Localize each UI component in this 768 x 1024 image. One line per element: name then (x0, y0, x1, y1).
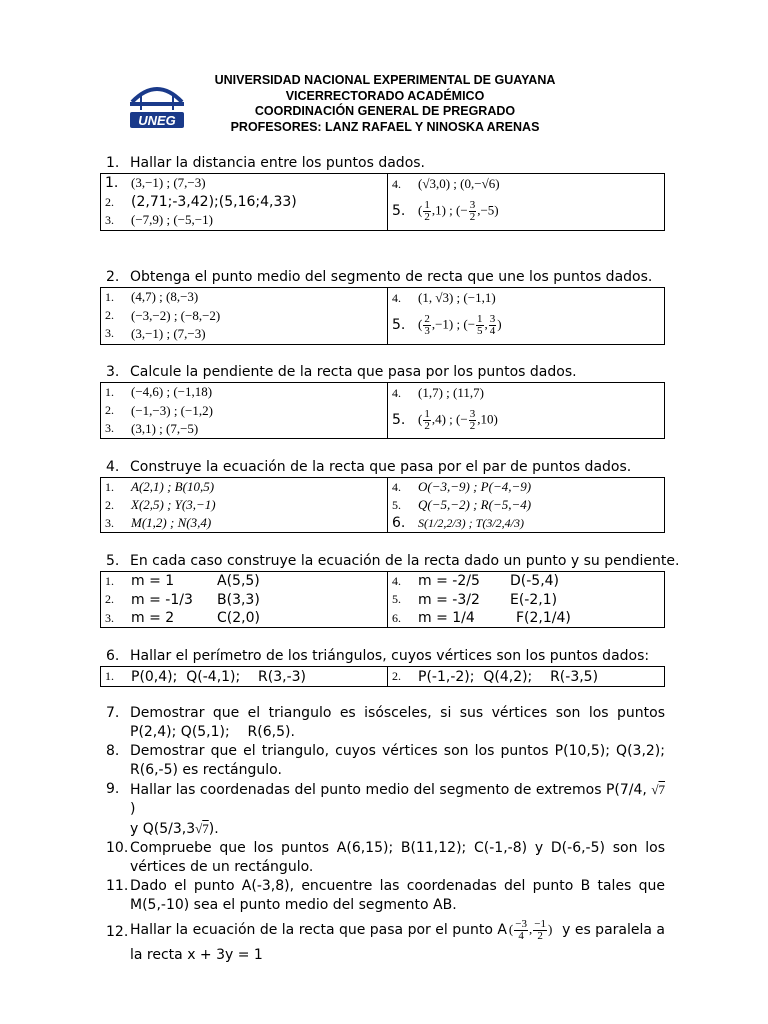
document-header (190, 73, 580, 135)
s5-point-2: B(3,3) (217, 591, 260, 608)
s5-slope-3: m = 2 (131, 610, 175, 626)
header-line-1: UNIVERSIDAD NACIONAL EXPERIMENTAL DE GUAYANA (214, 73, 556, 87)
s1-item-5: ( $\frac{1}{2}$ ,1) ; (− $\frac{3}{2}$ ,−5) (418, 198, 499, 223)
problem-8: 8. Demostrar que el triangulo, cuyos vértices son los puntos P(10,5); Q(3,2); R(6,-5) es rectángulo. (106, 743, 665, 778)
header-line-4: PROFESORES: LANZ RAFAEL Y NINOSKA ARENAS (230, 119, 540, 134)
section-3-title: 3. Calcule la pendiente de la recta que pasa por los puntos dados. (106, 364, 577, 380)
problem-9: 9. Hallar las coordenadas del punto medio del segmento de extremos P(7/4, √7 ) y Q(5/3,3√7). (106, 781, 666, 837)
s6-item-2: P(-1,-2); Q(4,2); R(-3,5) (418, 668, 599, 685)
sqrt-7-a: √7 (651, 782, 666, 797)
s5-point-6: F(2,1/4) (516, 610, 571, 626)
problem-list (100, 704, 670, 965)
s4-item-6: S(1/2,2/3) ; T(3/2,4/3) (418, 515, 524, 530)
header-line-2: VICERRECTORADO ACADÉMICO (285, 88, 485, 103)
s1-item-2: (2,71;-3,42);(5,16;4,33) (131, 194, 297, 210)
s2-item-2: (−3,−2) ; (−8,−2) (131, 307, 221, 323)
sqrt-7-b: √7 (195, 821, 209, 836)
section-1-title: 1. Hallar la distancia entre los puntos dados. (106, 155, 425, 171)
s3-item-1: (−4,6) ; (−1,18) (131, 384, 213, 399)
section-5-title: 5. En cada caso construye la ecuación de la recta dado un punto y su pendiente. (106, 553, 680, 569)
point-a-fraction: ( $\frac{-3}{4}$ , $\frac{-1}{2}$ ) (508, 918, 553, 942)
s2-item-3: (3,−1) ; (7,−3) (131, 325, 206, 341)
section-6-title: 6. Hallar el perímetro de los triángulos, cuyos vértices son los puntos dados: (106, 648, 650, 664)
section-3-table: 1. (−4,6) ; (−1,18) 2. (−1,−3) ; (−1,2) 3. (3,1) ; (7,−5) 4. (1,7) ; (11,7) 5. ( $\frac{1}{2}$ ,4) ; (− $\frac{3}{2}$ ,10) (100, 382, 665, 439)
s5-slope-6: m = 1/4 (418, 610, 475, 626)
section-6-table: 1. P(0,4); Q(-4,1); R(3,-3) 2. P(-1,-2); Q(4,2); R(-3,5) (100, 666, 665, 687)
section-4-title: 4. Construye la ecuación de la recta que pasa por el par de puntos dados. (106, 459, 632, 475)
s4-item-1: A(2,1) ; B(10,5) (131, 479, 215, 494)
s2-item-5: ( $\frac{2}{3}$ ,−1) ; (− $\frac{1}{5}$ , $\frac{3}{4}$ ) (418, 312, 502, 337)
problem-10: 10. Compruebe que los puntos A(6,15); B(11,12); C(-1,-8) y D(-6,-5) son los vértices de un rectángulo. (106, 840, 665, 875)
header-line-3: COORDINACIÓN GENERAL DE PREGRADO (254, 104, 516, 118)
problem-12: 12. Hallar la ecuación de la recta que pasa por el punto A ( $\frac{-3}{4}$ , $\frac{-1}{2}$ ) y es paralela a la recta x + 3y = 1 (106, 918, 665, 963)
s3-item-3: (3,1) ; (7,−5) (131, 420, 199, 436)
s4-item-2: X(2,5) ; Y(3,−1) (131, 497, 216, 512)
s2-item-1: (4,7) ; (8,−3) (131, 289, 199, 304)
problem-11: 11. Dado el punto A(-3,8), encuentre las coordenadas del punto B tales que M(5,-10) sea el punto medio del segmento AB. (106, 878, 665, 913)
uneg-logo (127, 80, 187, 130)
s5-slope-5: m = -3/2 (418, 591, 480, 608)
s4-item-5: Q(−5,−2) ; R(−5,−4) (418, 497, 532, 512)
s1-item-1: (3,−1) ; (7,−3) (131, 175, 206, 190)
s5-slope-1: m = 1 (131, 573, 175, 589)
logo-text: UNEG (138, 113, 176, 128)
section-4-table: 1. A(2,1) ; B(10,5) 2. X(2,5) ; Y(3,−1) 3. M(1,2) ; N(3,4) 4. O(−3,−9) ; P(−4,−9) 5. Q(−5,−2) ; R(−5,−4) 6. S(1/2,2/3) ; T(3/2,4/3) (100, 477, 665, 533)
s5-slope-2: m = -1/3 (131, 591, 193, 608)
s3-item-2: (−1,−3) ; (−1,2) (131, 402, 213, 418)
s2-item-4: (1, √3) ; (−1,1) (418, 290, 496, 305)
s5-point-5: E(-2,1) (510, 591, 558, 608)
s5-slope-4: m = -2/5 (418, 573, 480, 589)
s4-item-4: O(−3,−9) ; P(−4,−9) (418, 479, 532, 494)
s4-item-3: M(1,2) ; N(3,4) (131, 515, 212, 530)
s3-item-4: (1,7) ; (11,7) (418, 385, 484, 400)
problem-7: 7. Demostrar que el triangulo es isósceles, si sus vértices son los puntos P(2,4); Q(5,1); R(6,5). (106, 705, 670, 740)
section-2-table: 1. (4,7) ; (8,−3) 2. (−3,−2) ; (−8,−2) 3. (3,−1) ; (7,−3) 4. (1, √3) ; (−1,1) 5. ( $\frac{2}{3}$ ,−1) ; (− $\frac{1}{5}$ , $\frac{3}{4}$ ) (100, 287, 665, 345)
s6-item-1: P(0,4); Q(-4,1); R(3,-3) (131, 668, 306, 685)
s1-item-3: (−7,9) ; (−5,−1) (131, 212, 213, 227)
s5-point-4: D(-5,4) (510, 573, 560, 589)
s5-point-1: A(5,5) (217, 573, 260, 589)
s1-item-4: (√3,0) ; (0,−√6) (418, 176, 500, 191)
s5-point-3: C(2,0) (217, 610, 260, 626)
section-5-table: 1. m = 1 A(5,5) 2. m = -1/3 B(3,3) 3. m = 2 C(2,0) 4. m = -2/5 D(-5,4) 5. m = -3/2 E(-2,1) 6. m = 1/4 F(2,1/4) (100, 571, 665, 628)
section-1-table: 1. (3,−1) ; (7,−3) 2. (2,71;-3,42);(5,16;4,33) 3. (−7,9) ; (−5,−1) 4. (√3,0) ; (0,−√6) 5. ( $\frac{1}{2}$ ,1) ; (− $\frac{3}{2}$ ,−5) (100, 173, 665, 231)
section-2-title: 2. Obtenga el punto medio del segmento de recta que une los puntos dados. (106, 269, 653, 285)
s3-item-5: ( $\frac{1}{2}$ ,4) ; (− $\frac{3}{2}$ ,10) (418, 407, 498, 432)
